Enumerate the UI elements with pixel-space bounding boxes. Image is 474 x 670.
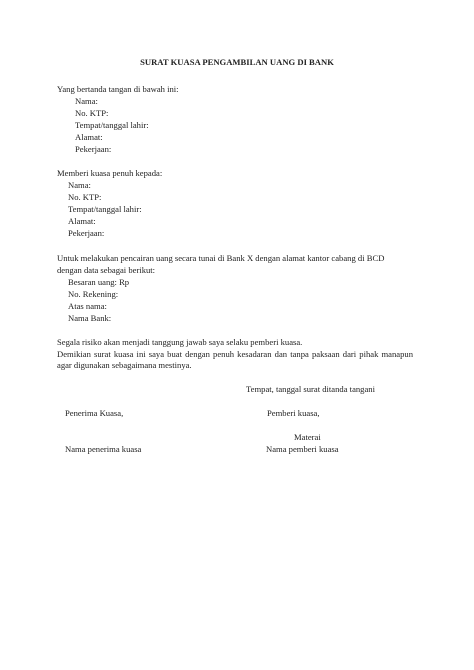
grantee-intro: Memberi kuasa penuh kepada: bbox=[57, 168, 163, 178]
receiver-name: Nama penerima kuasa bbox=[65, 444, 142, 454]
giver-name: Nama pemberi kuasa bbox=[266, 444, 339, 454]
purpose-line-1: Untuk melakukan pencairan uang secara tunai di Bank X dengan alamat kantor cabang di BCD bbox=[57, 253, 385, 263]
grantor-intro: Yang bertanda tangan di bawah ini: bbox=[57, 84, 179, 94]
closing-statement: Demikian surat kuasa ini saya buat dengan penuh kesadaran dan tanpa paksaan dari pihak manapun agar digunakan sebagaimana mestinya. bbox=[57, 349, 413, 370]
account-number-field: No. Rekening: bbox=[68, 289, 119, 299]
grantor-birth-field: Tempat/tanggal lahir: bbox=[75, 120, 149, 130]
grantor-occupation-field: Pekerjaan: bbox=[75, 144, 112, 154]
account-name-field: Atas nama: bbox=[68, 301, 107, 311]
place-date: Tempat, tanggal surat ditanda tangani bbox=[246, 384, 375, 394]
bank-name-field: Nama Bank: bbox=[68, 313, 112, 323]
grantee-occupation-field: Pekerjaan: bbox=[68, 228, 105, 238]
grantor-name-field: Nama: bbox=[75, 96, 98, 106]
risk-statement: Segala risiko akan menjadi tanggung jawab saya selaku pemberi kuasa. bbox=[57, 337, 303, 347]
grantor-ktp-field: No. KTP: bbox=[75, 108, 109, 118]
grantee-address-field: Alamat: bbox=[68, 216, 96, 226]
amount-field: Besaran uang: Rp bbox=[68, 277, 130, 287]
purpose-line-2: dengan data sebagai berikut: bbox=[57, 265, 156, 275]
document-title: SURAT KUASA PENGAMBILAN UANG DI BANK bbox=[140, 57, 334, 67]
grantor-address-field: Alamat: bbox=[75, 132, 103, 142]
grantee-birth-field: Tempat/tanggal lahir: bbox=[68, 204, 142, 214]
materai-label: Materai bbox=[294, 432, 321, 442]
giver-label: Pemberi kuasa, bbox=[267, 408, 320, 418]
receiver-label: Penerima Kuasa, bbox=[65, 408, 124, 418]
grantee-name-field: Nama: bbox=[68, 180, 91, 190]
grantee-ktp-field: No. KTP: bbox=[68, 192, 102, 202]
